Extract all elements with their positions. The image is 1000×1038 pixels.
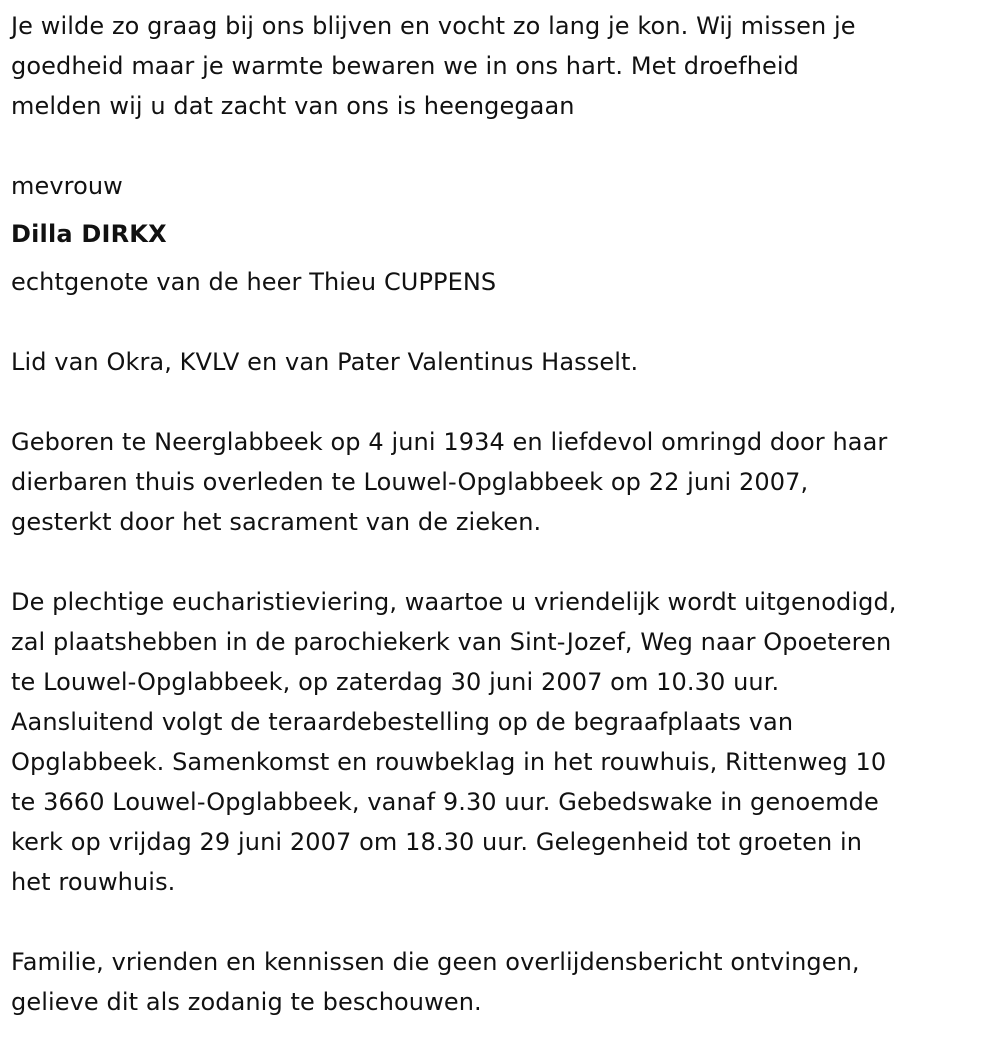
membership-paragraph: Lid van Okra, KVLV en van Pater Valentinus Hasselt. [11,348,639,376]
birth-death-paragraph: Geboren te Neerglabbeek op 4 juni 1934 en liefdevol omringd door haar dierbaren thuis overleden te Louwel-Opglabbeek op 22 juni 2007, gesterkt door het sacrament van de zieken. [11,428,888,536]
honorific-title: mevrouw [11,172,123,200]
spacer [11,382,996,422]
spacer [11,302,996,342]
obituary-notice [11,6,996,1022]
intro-paragraph: Je wilde zo graag bij ons blijven en vocht zo lang je kon. Wij missen je goedheid maar je warmte bewaren we in ons hart. Met droefheid melden wij u dat zacht van ons is heengegaan [11,12,856,120]
deceased-name: Dilla DIRKX [11,220,167,248]
spacer [11,126,996,166]
closing-paragraph: Familie, vrienden en kennissen die geen overlijdensbericht ontvingen, gelieve dit als zodanig te beschouwen. [11,948,860,1016]
spacer [11,542,996,582]
spacer [11,902,996,942]
ceremony-paragraph: De plechtige eucharistieviering, waartoe u vriendelijk wordt uitgenodigd, zal plaatshebben in de parochiekerk van Sint-Jozef, Weg naar Opoeteren te Louwel-Opglabbeek, op zaterdag 30 juni 2007 om 10.30 uur. Aansluitend volgt de teraardebestelling op de begraafplaats van Opglabbeek. Samenkomst en rouwbeklag in het rouwhuis, Rittenweg 10 te 3660 Louwel-Opglabbeek, vanaf 9.30 uur. Gebedswake in genoemde kerk op vrijdag 29 juni 2007 om 18.30 uur. Gelegenheid tot groeten in het rouwhuis. [11,588,897,896]
spouse-line: echtgenote van de heer Thieu CUPPENS [11,268,497,296]
